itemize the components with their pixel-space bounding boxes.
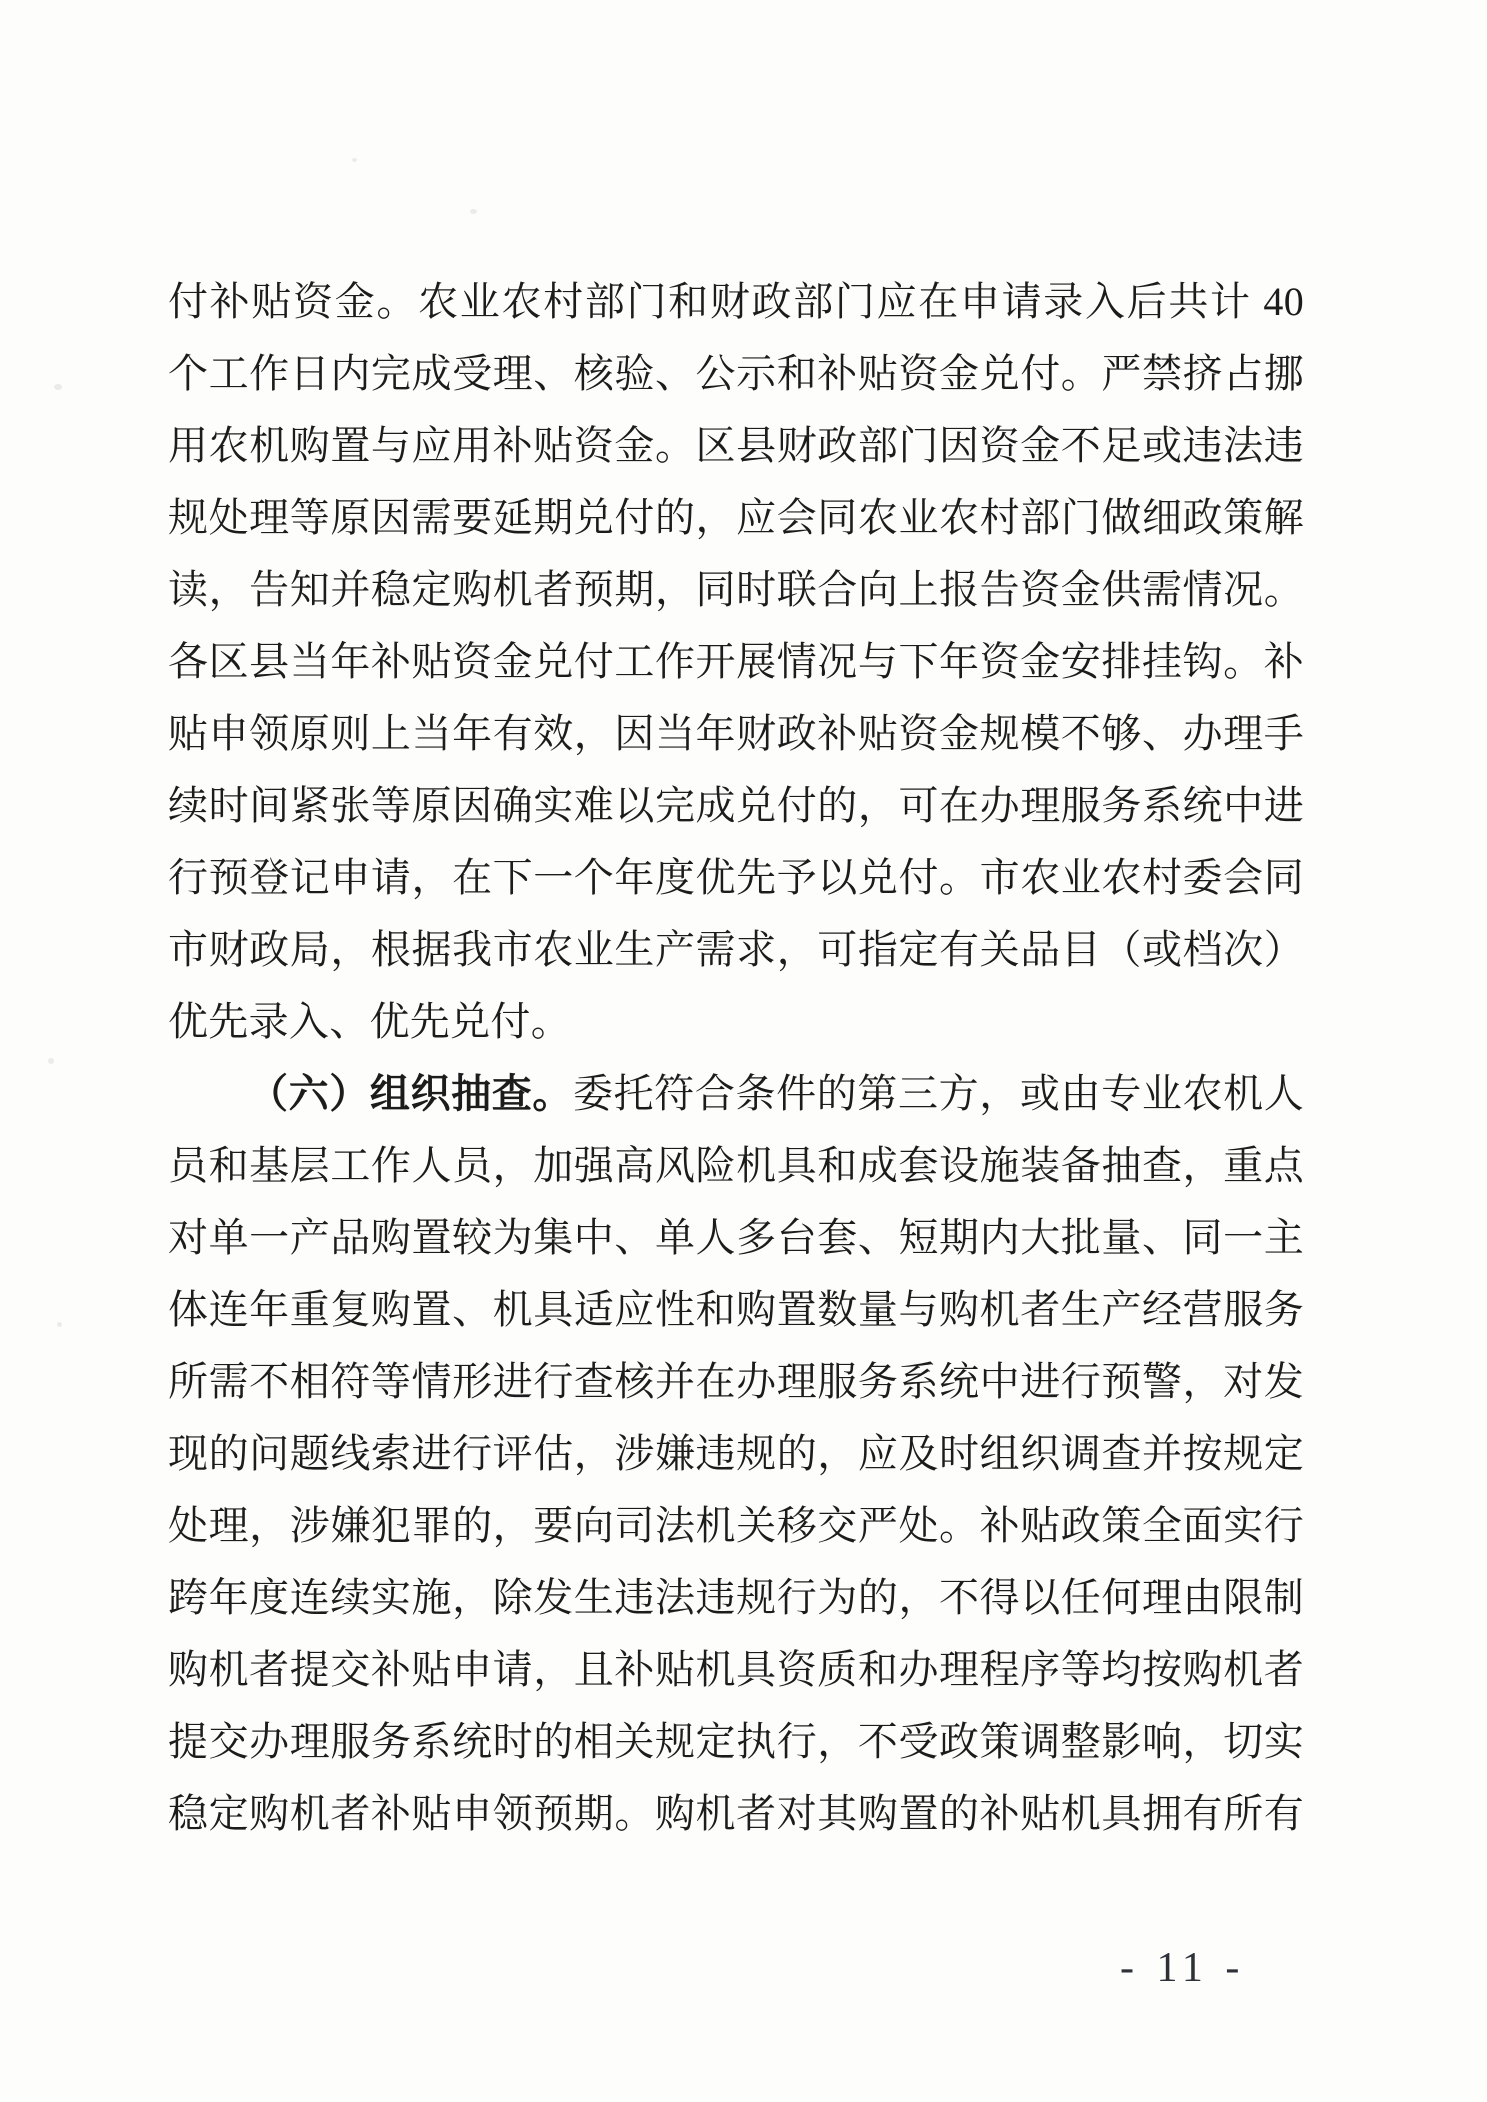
text-line: 贴申领原则上当年有效，因当年财政补贴资金规模不够、办理手: [168, 711, 1304, 756]
page-number: - 11 -: [1120, 1945, 1246, 1991]
text-line: 购机者提交补贴申请，且补贴机具资质和办理程序等均按购机者: [168, 1647, 1304, 1692]
text-line: 行预登记申请，在下一个年度优先予以兑付。市农业农村委会同: [168, 855, 1304, 900]
text-line: 读，告知并稳定购机者预期，同时联合向上报告资金供需情况。: [168, 567, 1304, 612]
text-line: 付补贴资金。农业农村部门和财政部门应在申请录入后共计 40: [168, 279, 1304, 324]
scan-artifact: [352, 158, 357, 162]
scan-artifact: [54, 384, 62, 390]
text-line: 提交办理服务系统时的相关规定执行，不受政策调整影响，切实: [168, 1719, 1304, 1764]
text-line: 现的问题线索进行评估，涉嫌违规的，应及时组织调查并按规定: [168, 1431, 1304, 1476]
text-line: 市财政局，根据我市农业生产需求，可指定有关品目（或档次）: [168, 927, 1304, 972]
text-line: 规处理等原因需要延期兑付的，应会同农业农村部门做细政策解: [168, 495, 1304, 540]
text-line: 对单一产品购置较为集中、单人多台套、短期内大批量、同一主: [168, 1215, 1304, 1260]
body-text-block: [168, 266, 1304, 1850]
text-line: 员和基层工作人员，加强高风险机具和成套设施装备抽查，重点: [168, 1143, 1304, 1188]
text-line: 用农机购置与应用补贴资金。区县财政部门因资金不足或违法违: [168, 423, 1304, 468]
text-line: 跨年度连续实施，除发生违法违规行为的，不得以任何理由限制: [168, 1575, 1304, 1620]
text-line: 所需不相符等情形进行查核并在办理服务系统中进行预警，对发: [168, 1359, 1304, 1404]
text-line: 体连年重复购置、机具适应性和购置数量与购机者生产经营服务: [168, 1287, 1304, 1332]
section-heading: （六）组织抽查。: [248, 1071, 574, 1116]
scan-artifact: [57, 1322, 62, 1327]
text-line: 稳定购机者补贴申领预期。购机者对其购置的补贴机具拥有所有: [168, 1791, 1304, 1836]
scan-artifact: [48, 1058, 54, 1064]
text-line: 优先录入、优先兑付。: [168, 999, 571, 1044]
text-line: 个工作日内完成受理、核验、公示和补贴资金兑付。严禁挤占挪: [168, 351, 1304, 396]
scan-artifact: [470, 209, 477, 214]
text-line: 处理，涉嫌犯罪的，要向司法机关移交严处。补贴政策全面实行: [168, 1503, 1304, 1548]
text-line: 各区县当年补贴资金兑付工作开展情况与下年资金安排挂钩。补: [168, 639, 1304, 684]
text-line: （六）组织抽查。委托符合条件的第三方，或由专业农机人: [248, 1071, 1304, 1116]
text-line: 续时间紧张等原因确实难以完成兑付的，可在办理服务系统中进: [168, 783, 1304, 828]
